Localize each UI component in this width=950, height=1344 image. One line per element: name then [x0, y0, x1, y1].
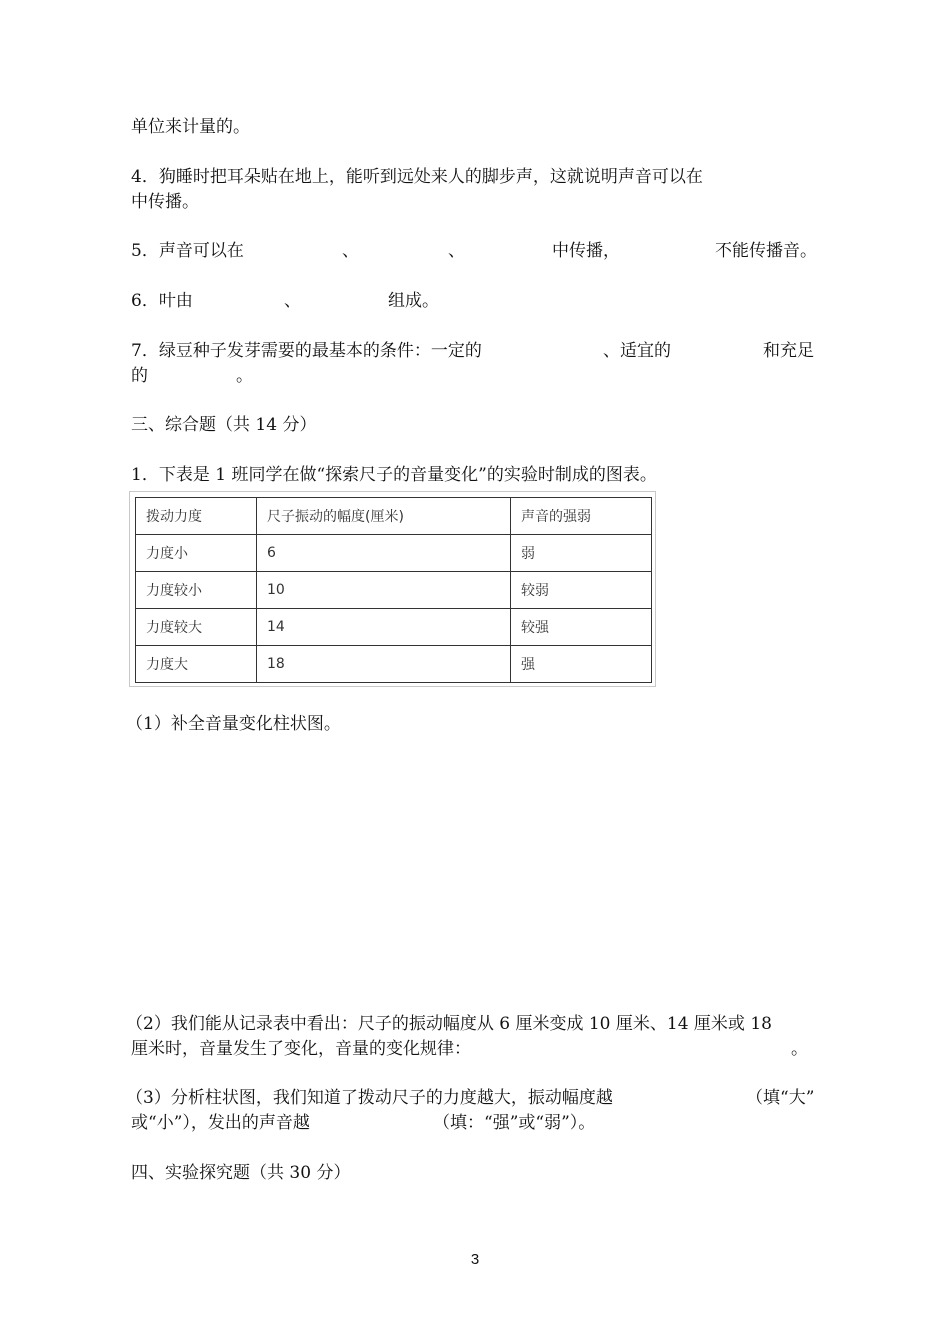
question-5-sep: 、	[342, 241, 359, 261]
question-7: 7．绿豆种子发芽需要的最基本的条件：一定的	[131, 341, 482, 361]
table-cell: 18	[257, 646, 511, 683]
table-row	[136, 572, 652, 609]
table-cell: 14	[257, 609, 511, 646]
sub-question-3-hint: （填：“强”或“弱”）。	[433, 1113, 596, 1133]
question-7-end: 和充足	[763, 341, 814, 361]
table-cell: 强	[511, 646, 652, 683]
table-row	[136, 535, 652, 572]
sub-question-2-period: 。	[791, 1039, 808, 1059]
question-6-sep: 、	[284, 291, 301, 311]
table-cell: 较弱	[511, 572, 652, 609]
sub-question-3-hint: （填“大”	[746, 1088, 815, 1108]
sub-question-3-cont: 或“小”），发出的声音越	[131, 1113, 310, 1133]
sub-question-3: （3）分析柱状图，我们知道了拨动尺子的力度越大，振动幅度越	[126, 1088, 613, 1108]
question-6: 6．叶由	[131, 291, 193, 311]
table-cell: 6	[257, 535, 511, 572]
section-3-heading: 三、综合题（共 14 分）	[131, 415, 317, 435]
table-cell: 10	[257, 572, 511, 609]
data-table	[135, 497, 652, 683]
data-table-image	[129, 491, 656, 687]
table-row	[136, 609, 652, 646]
sub-question-2: （2）我们能从记录表中看出：尺子的振动幅度从 6 厘米变成 10 厘米、14 厘米或 18	[126, 1014, 772, 1034]
section-3-question-1: 1．下表是 1 班同学在做“探索尺子的音量变化”的实验时制成的图表。	[131, 465, 657, 485]
question-4-cont: 中传播。	[131, 192, 199, 212]
table-header: 声音的强弱	[511, 498, 652, 535]
question-5-mid: 中传播，	[552, 241, 620, 261]
table-cell: 力度较大	[136, 609, 257, 646]
question-7-period: 。	[236, 366, 253, 386]
table-cell: 力度较小	[136, 572, 257, 609]
table-header: 尺子振动的幅度(厘米)	[257, 498, 511, 535]
table-cell: 力度小	[136, 535, 257, 572]
table-cell: 弱	[511, 535, 652, 572]
page-number: 3	[470, 1251, 480, 1268]
section-4-heading: 四、实验探究题（共 30 分）	[131, 1163, 351, 1183]
question-4: 4．狗睡时把耳朵贴在地上，能听到远处来人的脚步声，这就说明声音可以在	[131, 167, 703, 187]
table-cell: 较强	[511, 609, 652, 646]
table-row	[136, 646, 652, 683]
question-6-end: 组成。	[388, 291, 439, 311]
question-5-end: 不能传播音。	[715, 241, 817, 261]
sub-question-2-cont: 厘米时，音量发生了变化，音量的变化规律：	[131, 1039, 471, 1059]
table-cell: 力度大	[136, 646, 257, 683]
sub-question-1: （1）补全音量变化柱状图。	[126, 714, 341, 734]
text-line: 单位来计量的。	[131, 117, 250, 137]
question-7-cont: 的	[131, 366, 148, 386]
question-5-sep: 、	[448, 241, 465, 261]
question-7-mid: 、适宜的	[603, 341, 671, 361]
table-header-row	[136, 498, 652, 535]
table-header: 拨动力度	[136, 498, 257, 535]
question-5: 5．声音可以在	[131, 241, 244, 261]
